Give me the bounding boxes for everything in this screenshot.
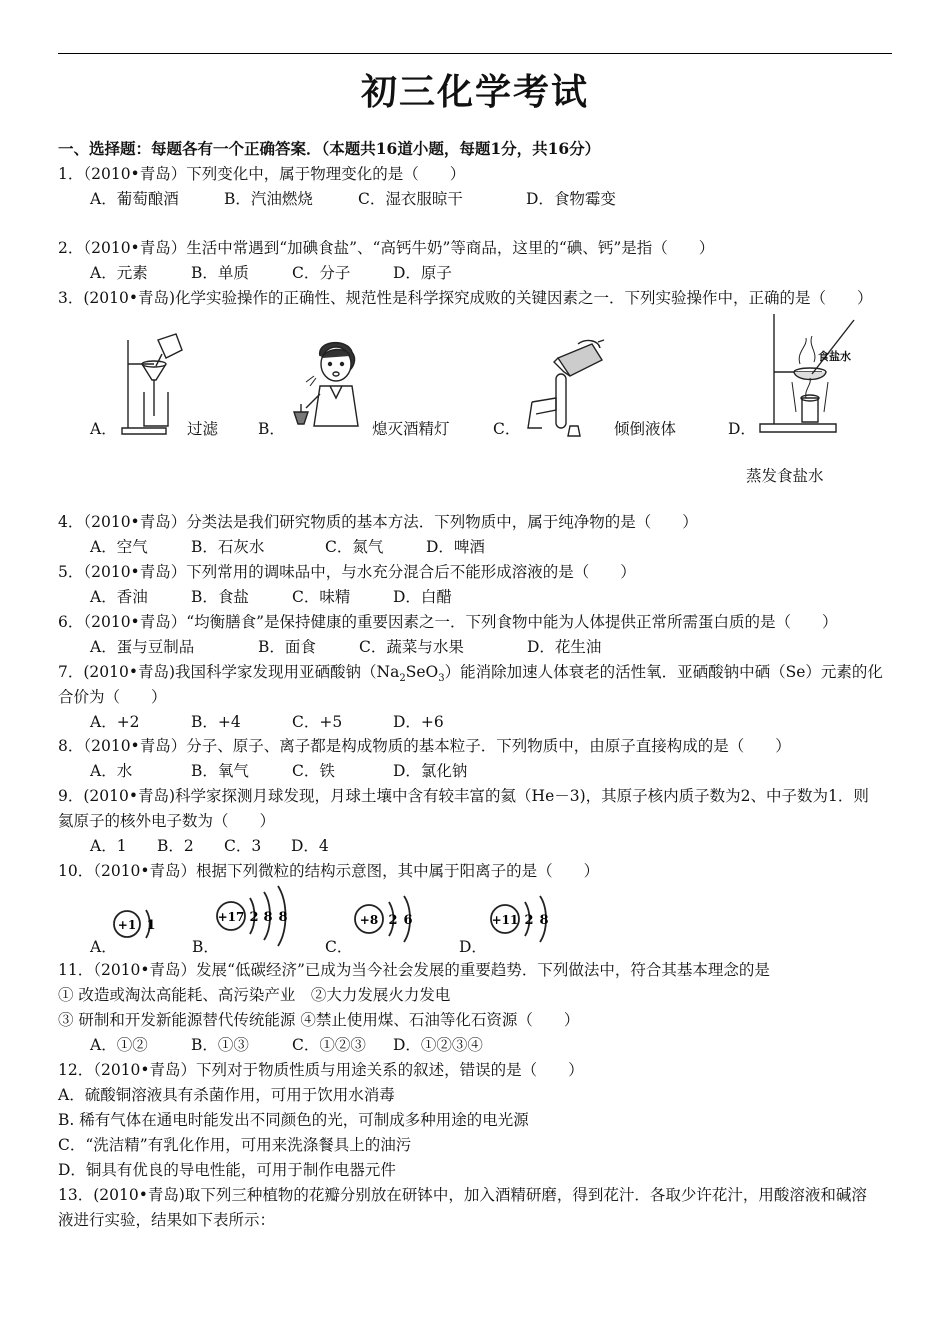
salt-water-label: 食盐水 (818, 350, 851, 363)
q12-stem: 12．（2010•青岛）下列对于物质性质与用途关系的叙述，错误的是（ ） (58, 1061, 584, 1079)
shell-electrons: 2 (249, 910, 259, 925)
option: D．花生油 (527, 638, 602, 656)
option: C．湿衣服晾干 (358, 190, 463, 208)
option: B．汽油燃烧 (224, 190, 313, 208)
q3-label-d: D． (728, 420, 756, 438)
q8-options (90, 761, 467, 781)
subscript: 2 (399, 673, 406, 685)
q3-label-b: B． (258, 420, 285, 438)
q10-stem: 10．（2010•青岛）根据下列微粒的结构示意图，其中属于阳离子的是（ ） (58, 862, 600, 880)
option: C．①②③ (292, 1036, 366, 1054)
option: A．元素 (90, 264, 148, 282)
option: B．食盐 (191, 588, 249, 606)
q12-option: A．硫酸铜溶液具有杀菌作用，可用于饮用水消毒 (58, 1086, 395, 1104)
option: A．空气 (90, 538, 148, 556)
atom-diagram-a (110, 900, 170, 948)
shell-electrons: 2 (388, 913, 398, 928)
option: A．1 (90, 837, 127, 855)
evaporation-apparatus-figure (756, 312, 866, 436)
filtration-apparatus-figure (118, 330, 190, 436)
option: B．面食 (258, 638, 316, 656)
shell-electrons: 6 (403, 913, 413, 928)
shell-electrons: 2 (524, 913, 534, 928)
option: A．葡萄酿酒 (90, 190, 179, 208)
atom-diagram-c (352, 890, 418, 948)
shell-electrons: 8 (539, 913, 549, 928)
option: C．铁 (292, 762, 335, 780)
option: B．①③ (191, 1036, 249, 1054)
option: D．氯化钠 (393, 762, 468, 780)
q12-option: D．铜具有优良的导电性能，可用于制作电器元件 (58, 1161, 396, 1179)
q12-option: C．“洗洁精”有乳化作用，可用来洗涤餐具上的油污 (58, 1136, 412, 1154)
option: C．氮气 (325, 538, 384, 556)
option: A．蛋与豆制品 (90, 638, 195, 656)
q9-stem: 9．(2010•青岛)科学家探测月球发现，月球土壤中含有较丰富的氦（He－3)，其原子核内质子数为2、中子数为1．则 (58, 787, 869, 805)
subscript: 3 (438, 673, 445, 685)
q3-caption-b: 熄灭酒精灯 (372, 420, 450, 438)
option: C．3 (224, 837, 262, 855)
section-heading: 一、选择题：每题各有一个正确答案．（本题共16道小题，每题1分，共16分） (58, 139, 601, 158)
header-rule (58, 53, 892, 54)
q8-stem: 8．（2010•青岛）分子、原子、离子都是构成物质的基本粒子．下列物质中，由原子直接构成的是（ ） (58, 737, 791, 755)
q1-options (90, 189, 616, 209)
q5-options (90, 587, 452, 607)
q6-options (90, 637, 601, 657)
q9-stem-cont: 氦原子的核外电子数为（ ） (58, 812, 276, 830)
option: D．食物霉变 (526, 190, 616, 208)
option: A．水 (90, 762, 133, 780)
option: C．分子 (292, 264, 351, 282)
option: B．氧气 (191, 762, 249, 780)
option: B．+4 (191, 713, 241, 731)
q12-option: B. 稀有气体在通电时能发出不同颜色的光，可制成多种用途的电光源 (58, 1111, 529, 1129)
q10-label-c: C． (325, 938, 353, 956)
option: B．单质 (191, 264, 249, 282)
q2-stem: 2．（2010•青岛）生活中常遇到“加碘食盐”、“高钙牛奶”等商品，这里的“碘、钙”是指（ ） (58, 239, 715, 257)
q9-options (90, 836, 329, 856)
option: C．蔬菜与水果 (359, 638, 464, 656)
option: C．+5 (292, 713, 343, 731)
q7-stem (58, 662, 883, 689)
q11-stem: 11．（2010•青岛）发展“低碳经济”已成为当今社会发展的重要趋势．下列做法中，符合其基本理念的是 (58, 961, 770, 979)
q3-stem: 3．(2010•青岛)化学实验操作的正确性、规范性是科学探究成败的关键因素之一．下列实验操作中，正确的是（ ） (58, 289, 873, 307)
option: A．香油 (90, 588, 148, 606)
q10-label-b: B． (192, 938, 219, 956)
q10-label-a: A． (90, 938, 117, 956)
nucleus-charge: +8 (359, 913, 379, 927)
q11-options (90, 1035, 483, 1055)
option: D．白醋 (393, 588, 452, 606)
atom-diagram-d (488, 890, 554, 948)
option: B．2 (157, 837, 194, 855)
option: D．①②③④ (393, 1036, 483, 1054)
shell-electrons: 1 (146, 918, 156, 933)
boy-blowing-lamp-figure (286, 334, 370, 434)
q4-stem: 4．（2010•青岛）分类法是我们研究物质的基本方法．下列物质中，属于纯净物的是（ ） (58, 513, 698, 531)
page-title: 初三化学考试 (360, 71, 589, 113)
shell-electrons: 8 (263, 910, 273, 925)
option: A．+2 (90, 713, 140, 731)
q1-stem: 1．（2010•青岛）下列变化中，属于物理变化的是（ ） (58, 165, 466, 183)
q13-stem-cont: 液进行实验，结果如下表所示： (58, 1211, 276, 1229)
option: A．①② (90, 1036, 148, 1054)
q6-stem: 6．（2010•青岛）“均衡膳食”是保持健康的重要因素之一．下列食物中能为人体提供正常所需蛋白质的是（ ） (58, 613, 838, 631)
q7-stem-part: SeO (405, 663, 439, 681)
nucleus-charge: +17 (217, 910, 245, 924)
option: D．+6 (393, 713, 444, 731)
option: B．石灰水 (191, 538, 265, 556)
pouring-liquid-figure (522, 338, 612, 438)
shell-electrons: 8 (278, 910, 288, 925)
option: D．4 (291, 837, 329, 855)
q13-stem: 13．(2010•青岛)取下列三种植物的花瓣分别放在研钵中，加入酒精研磨，得到花汁．各取少许花汁，用酸溶液和碱溶 (58, 1186, 867, 1204)
option: C．味精 (292, 588, 351, 606)
q3-caption-c: 倾倒液体 (614, 420, 677, 438)
nucleus-charge: +1 (117, 918, 137, 932)
q11-item-line: ① 改造或淘汰高能耗、高污染产业 ②大力发展火力发电 (58, 986, 451, 1004)
q10-label-d: D． (459, 938, 487, 956)
q7-stem-part: ）能消除加速人体衰老的活性氧．亚硒酸钠中硒（Se）元素的化 (444, 663, 883, 681)
option: D．啤酒 (426, 538, 485, 556)
option: D．原子 (393, 264, 452, 282)
q7-stem-part: 7．(2010•青岛)我国科学家发现用亚硒酸钠（Na (58, 663, 400, 681)
atom-diagram-b (214, 884, 294, 950)
q11-item-line: ③ 研制和开发新能源替代传统能源 ④禁止使用煤、石油等化石资源（ ） (58, 1011, 580, 1029)
q7-stem-cont: 合价为（ ） (58, 688, 167, 706)
q2-options (90, 263, 452, 283)
q3-label-a: A． (90, 420, 117, 438)
q7-options (90, 712, 444, 732)
q3-caption-a: 过滤 (187, 420, 219, 438)
q3-label-c: C． (493, 420, 521, 438)
nucleus-charge: +11 (491, 913, 519, 927)
q3-caption-d: 蒸发食盐水 (746, 467, 824, 485)
q4-options (90, 537, 485, 557)
q5-stem: 5．（2010•青岛）下列常用的调味品中，与水充分混合后不能形成溶液的是（ ） (58, 563, 636, 581)
